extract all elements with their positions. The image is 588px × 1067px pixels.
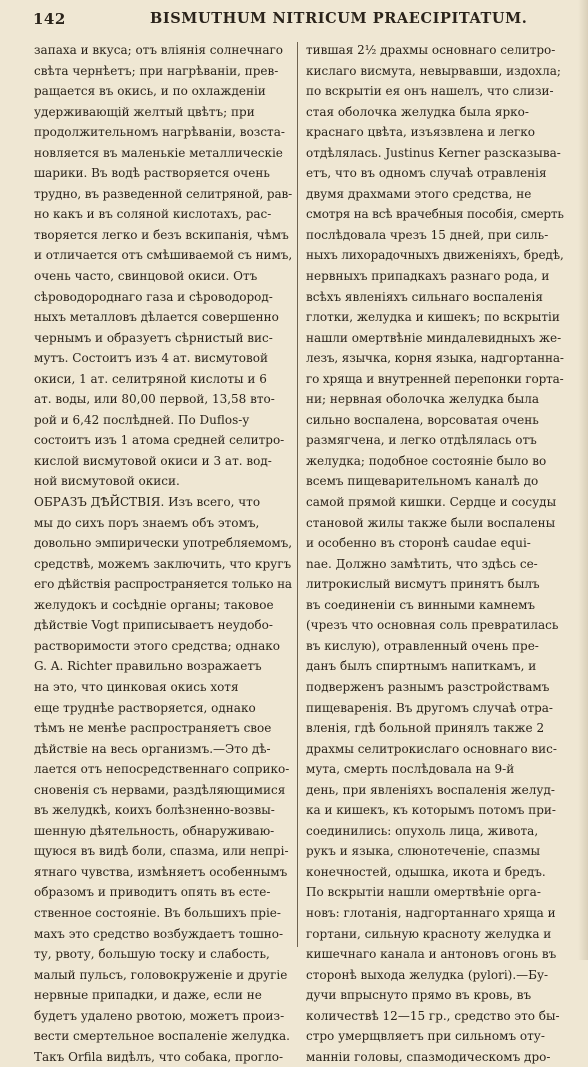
text-line: кишечнаго канала и антоновъ огонь въ bbox=[306, 947, 557, 962]
text-line: ращается въ окись, и по охлажденіи bbox=[34, 84, 266, 99]
text-line: лезъ, язычка, корня языка, надгортанна- bbox=[306, 351, 564, 366]
text-line: растворимости этого средства; однако bbox=[34, 638, 281, 653]
text-line: манніи головы, спазмодическомъ дро- bbox=[306, 1049, 551, 1064]
text-line: становой жилы также были воспалены bbox=[306, 515, 556, 530]
text-line: желудка; подобное состояніе было во bbox=[306, 453, 547, 468]
text-line: нашли омертвѣніе миндалевидныхъ же- bbox=[306, 330, 562, 345]
text-line: количествѣ 12—15 гр., средство это бы- bbox=[306, 1008, 560, 1023]
text-line: образомъ и приводитъ опять въ есте- bbox=[34, 885, 271, 900]
text-line: тѣмъ не менѣе распространяетъ свое bbox=[34, 721, 272, 736]
text-line: творяется легко и безъ вскипанія, чѣмъ bbox=[34, 227, 289, 242]
text-line: самой прямой кишки. Сердце и сосуды bbox=[306, 495, 557, 510]
text-line: етъ, что въ одномъ случаѣ отравленія bbox=[306, 166, 547, 181]
text-line: и особенно въ сторонѣ caudae equi- bbox=[306, 536, 531, 551]
right-text-column bbox=[306, 40, 564, 1067]
text-line: послѣдовала чрезъ 15 дней, при силь- bbox=[306, 227, 549, 242]
text-line: щуюся въ видѣ боли, спазма, или непрі- bbox=[34, 844, 289, 859]
text-line: сновенія съ нервами, раздѣляющимися bbox=[34, 782, 286, 797]
text-line: рой и 6,42 послѣдней. По Duflos-у bbox=[34, 412, 250, 427]
text-line: дѣйствіе на весь организмъ.—Это дѣ- bbox=[34, 741, 271, 756]
text-line: смотря на всѣ врачебныя пособія, смерть bbox=[306, 207, 564, 222]
left-text-column bbox=[34, 40, 292, 1067]
text-line: тившая 2½ драхмы основнаго селитро- bbox=[306, 43, 556, 57]
text-line: и отличается отъ смѣшиваемой съ нимъ, bbox=[34, 248, 292, 263]
text-line: ОБРАЗЪ ДѢЙСТВІЯ. Изъ всего, что bbox=[34, 495, 261, 510]
text-line: ственное состояніе. Въ большихъ пріе- bbox=[34, 905, 281, 920]
text-line: всемъ пищеварительномъ каналѣ до bbox=[306, 474, 539, 489]
text-line: мута, смерть послѣдовала на 9-й bbox=[306, 762, 515, 777]
text-line: гортани, сильную красноту желудка и bbox=[306, 926, 552, 941]
text-line: въ желудкѣ, коихъ болѣзненно-возвы- bbox=[34, 803, 275, 818]
text-line: отдѣлялась. Justinus Kerner разсказыва- bbox=[306, 145, 561, 160]
text-line: нервныхъ припадкахъ разнаго рода, и bbox=[306, 269, 550, 284]
text-line: состоитъ изъ 1 атома средней селитро- bbox=[34, 433, 285, 448]
text-line: сильно воспалена, ворсоватая очень bbox=[306, 412, 539, 427]
text-line: будетъ удалено рвотою, можетъ произ- bbox=[34, 1008, 285, 1023]
text-line: нервные припадки, и даже, если не bbox=[34, 988, 262, 1003]
text-line: въ соединеніи съ винными камнемъ bbox=[306, 597, 536, 612]
page-header bbox=[0, 6, 588, 36]
text-line: двумя драхмами этого средства, не bbox=[306, 186, 532, 201]
column-divider bbox=[297, 42, 298, 947]
text-line: сторонѣ выхода желудка (pylori).—Бу- bbox=[306, 967, 549, 982]
text-line: nae. Должно замѣтить, что здѣсь се- bbox=[306, 556, 538, 571]
text-line: дѣйствіе Vogt приписываетъ неудобо- bbox=[34, 618, 273, 633]
text-line: вести смертельное воспаленіе желудка. bbox=[34, 1029, 290, 1044]
text-line: довольно эмпирически употребляемомъ, bbox=[34, 536, 292, 551]
text-line: новъ: глотанія, надгортаннаго хряща и bbox=[306, 905, 556, 920]
text-line: ной висмутовой окиси. bbox=[34, 474, 180, 489]
text-line: кислой висмутовой окиси и 3 ат. вод- bbox=[34, 453, 272, 468]
text-line: махъ это средство возбуждаетъ тошно- bbox=[34, 926, 284, 941]
running-title: BISMUTHUM NITRICUM PRAECIPITATUM. bbox=[150, 10, 528, 27]
text-line: малый пульсъ, головокруженіе и другіе bbox=[34, 967, 288, 982]
text-line: желудокъ и сосѣдніе органы; таковое bbox=[34, 597, 274, 612]
text-line: шенную дѣятельность, обнаруживаю- bbox=[34, 823, 275, 838]
text-line: глотки, желудка и кишекъ; по вскрытіи bbox=[306, 310, 560, 325]
text-line: свѣта чернѣетъ; при нагрѣваніи, прев- bbox=[34, 63, 279, 78]
text-line: сѣроводороднаго газа и сѣроводород- bbox=[34, 289, 273, 304]
text-line: запаха и вкуса; отъ вліянія солнечнаго bbox=[34, 43, 284, 57]
text-line: краснаго цвѣта, изъязвлена и легко bbox=[306, 125, 535, 140]
text-line: продолжительномъ нагрѣваніи, возста- bbox=[34, 125, 285, 140]
text-line: данъ былъ спиртнымъ напиткамъ, и bbox=[306, 659, 537, 674]
text-line: всѣхъ явленіяхъ сильнаго воспаленія bbox=[306, 289, 543, 304]
text-line: размягчена, и легко отдѣлялась отъ bbox=[306, 433, 537, 448]
text-line: ту, рвоту, большую тоску и слабость, bbox=[34, 947, 270, 962]
text-line: вленія, гдѣ больной принялъ также 2 bbox=[306, 721, 545, 736]
text-line: дучи впрыснуто прямо въ кровь, въ bbox=[306, 988, 532, 1003]
text-line: очень часто, свинцовой окиси. Отъ bbox=[34, 269, 258, 284]
text-line: соединились: опухоль лица, живота, bbox=[306, 823, 539, 838]
text-line: его дѣйствія распространяется только на bbox=[34, 577, 292, 592]
text-line: лается отъ непосредственнаго соприко- bbox=[34, 762, 290, 777]
text-line: го хряща и внутренней перепонки горта- bbox=[306, 371, 564, 386]
text-line: стая оболочка желудка была ярко- bbox=[306, 104, 529, 119]
text-line: конечностей, одышка, икота и бредъ. bbox=[306, 864, 546, 879]
text-line: въ кислую), отравленный очень пре- bbox=[306, 638, 539, 653]
text-line: чернымъ и образуетъ сѣрнистый вис- bbox=[34, 330, 273, 345]
text-line: По вскрытіи нашли омертвѣніе орга- bbox=[306, 885, 541, 900]
text-line: еще труднѣе растворяется, однако bbox=[34, 700, 256, 715]
text-line: на это, что цинковая окись хотя bbox=[34, 679, 239, 694]
text-line: шарики. Въ водѣ растворяется очень bbox=[34, 166, 270, 181]
text-line: новляется въ маленькіе металлическіе bbox=[34, 145, 283, 160]
text-line: драхмы селитрокислаго основнаго вис- bbox=[306, 741, 557, 756]
text-line: ятнаго чувства, измѣняетъ особеннымъ bbox=[34, 864, 288, 879]
text-line: но какъ и въ соляной кислотахъ, рас- bbox=[34, 207, 272, 222]
text-line: стро умерщвляетъ при сильномъ оту- bbox=[306, 1029, 545, 1044]
text-line: удерживающій желтый цвѣтъ; при bbox=[34, 104, 255, 119]
text-line: ат. воды, или 80,00 первой, 13,58 вто- bbox=[34, 392, 275, 407]
text-line: рукъ и языка, слюнотеченіе, спазмы bbox=[306, 844, 541, 859]
text-line: кислаго висмута, невырвавши, издохла; bbox=[306, 63, 561, 78]
text-line: по вскрытіи ея онъ нашелъ, что слизи- bbox=[306, 84, 554, 99]
text-line: окиси, 1 ат. селитряной кислоты и 6 bbox=[34, 371, 267, 386]
text-line: пищеваренія. Въ другомъ случаѣ отра- bbox=[306, 700, 553, 715]
text-line: мы до сихъ поръ знаемъ объ этомъ, bbox=[34, 515, 260, 530]
text-line: (чрезъ что основная соль превратилась bbox=[306, 618, 559, 633]
text-line: ныхъ лихорадочныхъ движеніяхъ, бредѣ, bbox=[306, 248, 564, 263]
text-line: ни; нервная оболочка желудка была bbox=[306, 392, 540, 407]
text-line: G. A. Richter правильно возражаетъ bbox=[34, 659, 262, 674]
text-line: ныхъ металловъ дѣлается совершенно bbox=[34, 310, 279, 325]
text-line: трудно, въ разведенной селитряной, рав- bbox=[34, 186, 292, 201]
text-line: литрокислый висмутъ принятъ былъ bbox=[306, 577, 540, 592]
text-line: ка и кишекъ, къ которымъ потомъ при- bbox=[306, 803, 556, 818]
text-line: подверженъ разнымъ разстройствамъ bbox=[306, 679, 550, 694]
text-line: мутъ. Состоитъ изъ 4 ат. висмутовой bbox=[34, 351, 268, 366]
text-line: Такъ Orfila видѣлъ, что собака, прогло- bbox=[34, 1049, 284, 1064]
page-number: 142 bbox=[33, 10, 66, 28]
text-line: средствѣ, можемъ заключить, что кругъ bbox=[34, 556, 292, 571]
page-edge-shadow bbox=[578, 0, 588, 960]
text-line: день, при явленіяхъ воспаленія желуд- bbox=[306, 782, 555, 797]
